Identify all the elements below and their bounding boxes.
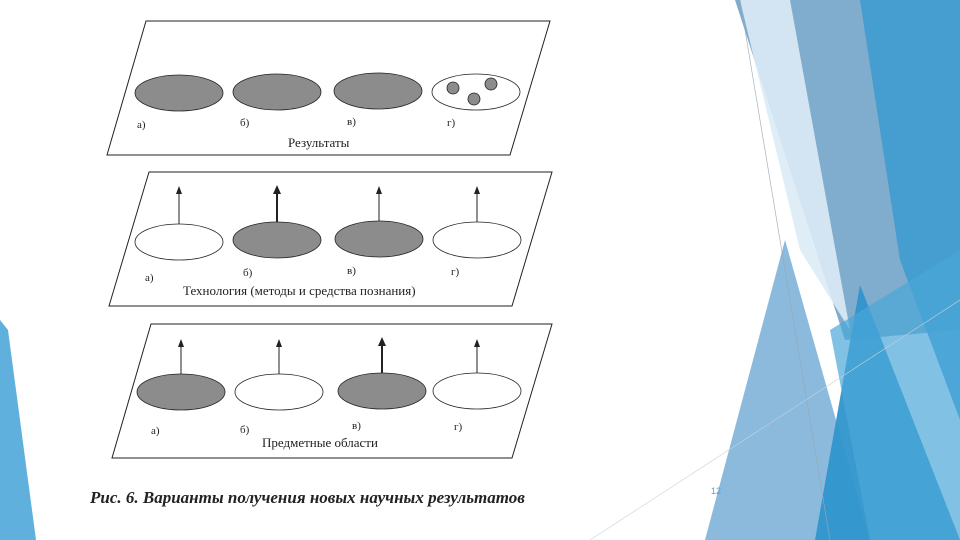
decorative-shape-left [0,320,36,540]
subject-label-g: г) [454,421,463,433]
results-label-g: г) [447,117,456,129]
technology-label-b: б) [243,267,253,279]
results-ellipse-a [135,75,223,111]
results-label-v: в) [347,116,356,128]
subject-ellipse-v [338,373,426,409]
technology-ellipse-v [335,221,423,257]
technology-label-v: в) [347,265,356,277]
results-ellipse-v [334,73,422,109]
technology-ellipse-g [433,222,521,258]
results-dot [485,78,497,90]
technology-label-a: а) [145,272,154,284]
subject-ellipse-g [433,373,521,409]
subject-ellipse-a [137,374,225,410]
layer-technology [109,172,552,306]
results-layer-title: Результаты [288,135,350,150]
results-ellipse-b [233,74,321,110]
layer-results [107,21,550,155]
results-dot [447,82,459,94]
results-label-a: а) [137,119,146,131]
subject-label-b: б) [240,424,250,436]
results-dot [468,93,480,105]
decorative-shapes-right [590,0,960,540]
page-number: 12 [711,486,722,496]
technology-layer-title: Технология (методы и средства познания) [183,283,416,298]
subject-layer-title: Предметные области [262,435,378,450]
subject-label-v: в) [352,420,361,432]
technology-label-g: г) [451,266,460,278]
figure-caption: Рис. 6. Варианты получения новых научных результатов [90,488,525,507]
technology-ellipse-b [233,222,321,258]
subject-ellipse-b [235,374,323,410]
subject-label-a: а) [151,425,160,437]
technology-ellipse-a [135,224,223,260]
results-label-b: б) [240,117,250,129]
layer-subject-areas [112,324,552,458]
